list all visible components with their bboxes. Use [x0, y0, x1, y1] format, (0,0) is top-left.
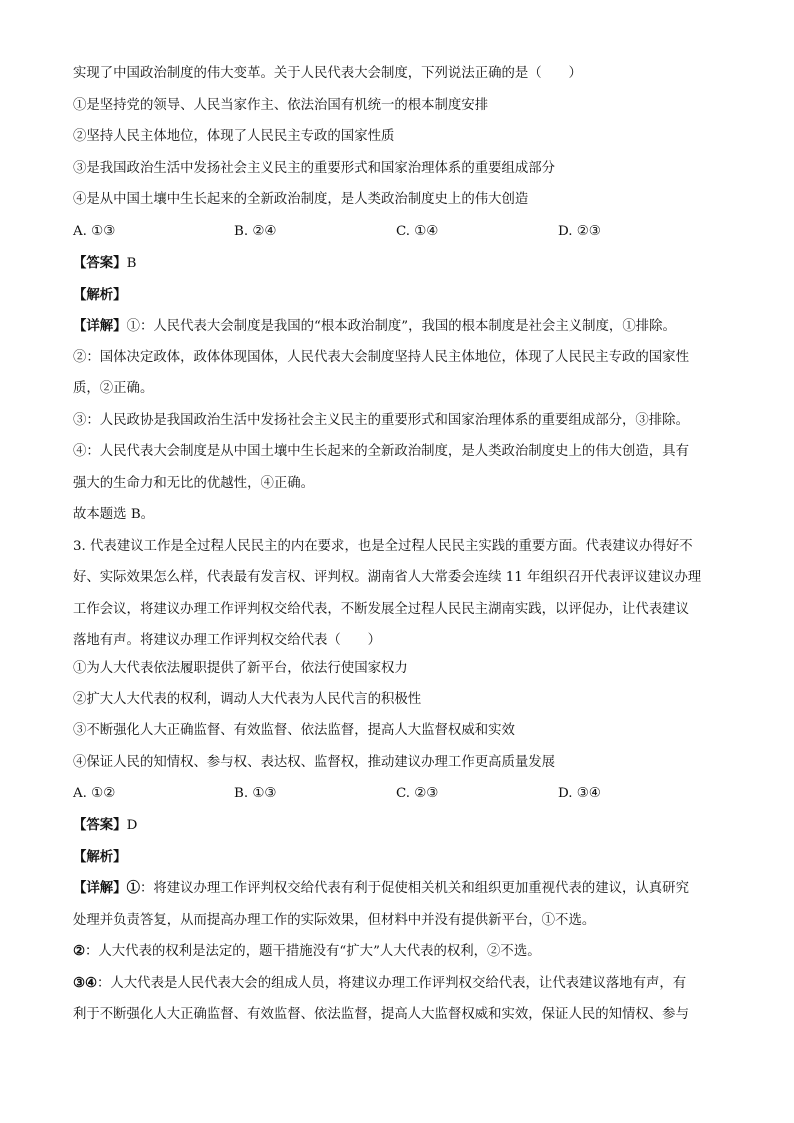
q2-detail-tag: 【详解】 [73, 318, 127, 334]
q3-answer: D [126, 818, 138, 833]
q3-stem-line-4: 落地有声。将建议办理工作评判权交给代表（ ） [73, 633, 381, 648]
q3-detail-text-5: 利于不断强化人大正确监督、有效监督、依法监督，提高人大监督权威和实效，保证人民的知情权、参与 [73, 1007, 689, 1022]
q3-analysis-line [73, 847, 733, 868]
q2-detail-line-2: ②：国体决定政体，政体体现国体，人民代表大会制度坚持人民主体地位，体现了人民民主专政的国家性 [73, 350, 689, 365]
q2-statement-4: ④是从中国土壤中生长起来的全新政治制度，是人类政治制度史上的伟大创造 [73, 192, 529, 207]
q3-detail-lead-1: ① [126, 880, 140, 896]
q2-detail-line-6: 强大的生命力和无比的优越性，④正确。 [73, 476, 315, 491]
q3-detail-text-3: ：人大代表的权利是法定的，题干措施没有“扩大”人大代表的权利，②不选。 [85, 944, 541, 959]
q3-detail-lead-3: ② [73, 943, 86, 959]
q2-detail-text-1: ①：人民代表大会制度是我国的“根本政治制度”，我国的根本制度是社会主义制度，①排除。 [126, 319, 676, 334]
q2-answer-line [73, 253, 733, 274]
q2-answer: B [126, 256, 137, 271]
q2-detail-line-1 [73, 316, 733, 337]
q3-option-d: D. ③④ [558, 786, 601, 801]
q3-option-c: C. ②③ [396, 786, 439, 801]
q2-analysis-tag: 【解析】 [73, 287, 127, 303]
q3-detail-line-3 [73, 941, 733, 962]
q3-statement-4: ④保证人民的知情权、参与权、表达权、监督权，推动建议办理工作更高质量发展 [73, 755, 556, 770]
q3-answer-tag: 【答案】 [73, 817, 127, 833]
q3-analysis-tag: 【解析】 [73, 849, 127, 865]
q3-stem-line-1: 3. 代表建议工作是全过程人民民主的内在要求，也是全过程人民民主实践的重要方面。代表建议办得好不 [73, 539, 693, 554]
q2-detail-line-5: ④：人民代表大会制度是从中国土壤中生长起来的全新政治制度，是人类政治制度史上的伟大创造，具有 [73, 444, 689, 459]
q3-statement-1: ①为人大代表依法履职提供了新平台，依法行使国家权力 [73, 661, 408, 676]
q3-detail-lead-4: ③④ [73, 975, 98, 991]
q2-analysis-line [73, 285, 733, 306]
q2-stem: 实现了中国政治制度的伟大变革。关于人民代表大会制度，下列说法正确的是（ ） [73, 66, 582, 81]
q3-stem-line-2: 好、实际效果怎么样，代表最有发言权、评判权。湖南省人大常委会连续 11 年组织召开代表评议建议办理 [73, 570, 702, 585]
q2-statement-1: ①是坚持党的领导、人民当家作主、依法治国有机统一的根本制度安排 [73, 98, 489, 113]
q2-statement-3: ③是我国政治生活中发扬社会主义民主的重要形式和国家治理体系的重要组成部分 [73, 161, 556, 176]
q3-detail-text-4: ：人大代表是人民代表大会的组成人员，将建议办理工作评判权交给代表，让代表建议落地有声，有 [97, 976, 687, 991]
q3-detail-line-1 [73, 878, 733, 899]
q2-option-c: C. ①④ [396, 224, 439, 239]
q3-statement-3: ③不断强化人大正确监督、有效监督、依法监督，提高人大监督权威和实效 [73, 723, 515, 738]
q3-option-b: B. ①③ [234, 786, 277, 801]
q3-statement-2: ②扩大人大代表的权利，调动人大代表为人民代言的积极性 [73, 692, 422, 707]
q3-stem-line-3: 工作会议，将建议办理工作评判权交给代表，不断发展全过程人民民主湖南实践，以评促办，让代表建议 [73, 602, 689, 617]
q3-detail-line-4 [73, 973, 733, 994]
q2-answer-tag: 【答案】 [73, 255, 127, 271]
q3-detail-text-2: 处理并负责答复，从而提高办理工作的实际效果，但材料中并没有提供新平台，①不选。 [73, 913, 596, 928]
q3-detail-line-5 [73, 1004, 733, 1025]
q2-option-b: B. ②④ [234, 224, 277, 239]
q3-option-a: A. ①② [73, 786, 116, 801]
q2-option-d: D. ②③ [558, 224, 601, 239]
q2-detail-line-4: ③：人民政协是我国政治生活中发扬社会主义民主的重要形式和国家治理体系的重要组成部分，③排除。 [73, 413, 689, 428]
q3-answer-line [73, 815, 733, 836]
q2-statement-2: ②坚持人民主体地位，体现了人民民主专政的国家性质 [73, 129, 395, 144]
q2-option-a: A. ①③ [73, 224, 116, 239]
q2-conclusion: 故本题选 B。 [73, 507, 155, 522]
q3-detail-text-1: ：将建议办理工作评判权交给代表有利于促使相关机关和组织更加重视代表的建议，认真研究 [139, 881, 689, 896]
q3-detail-tag: 【详解】 [73, 880, 127, 896]
q2-detail-line-3: 质，②正确。 [73, 381, 154, 396]
q3-detail-line-2 [73, 910, 733, 931]
